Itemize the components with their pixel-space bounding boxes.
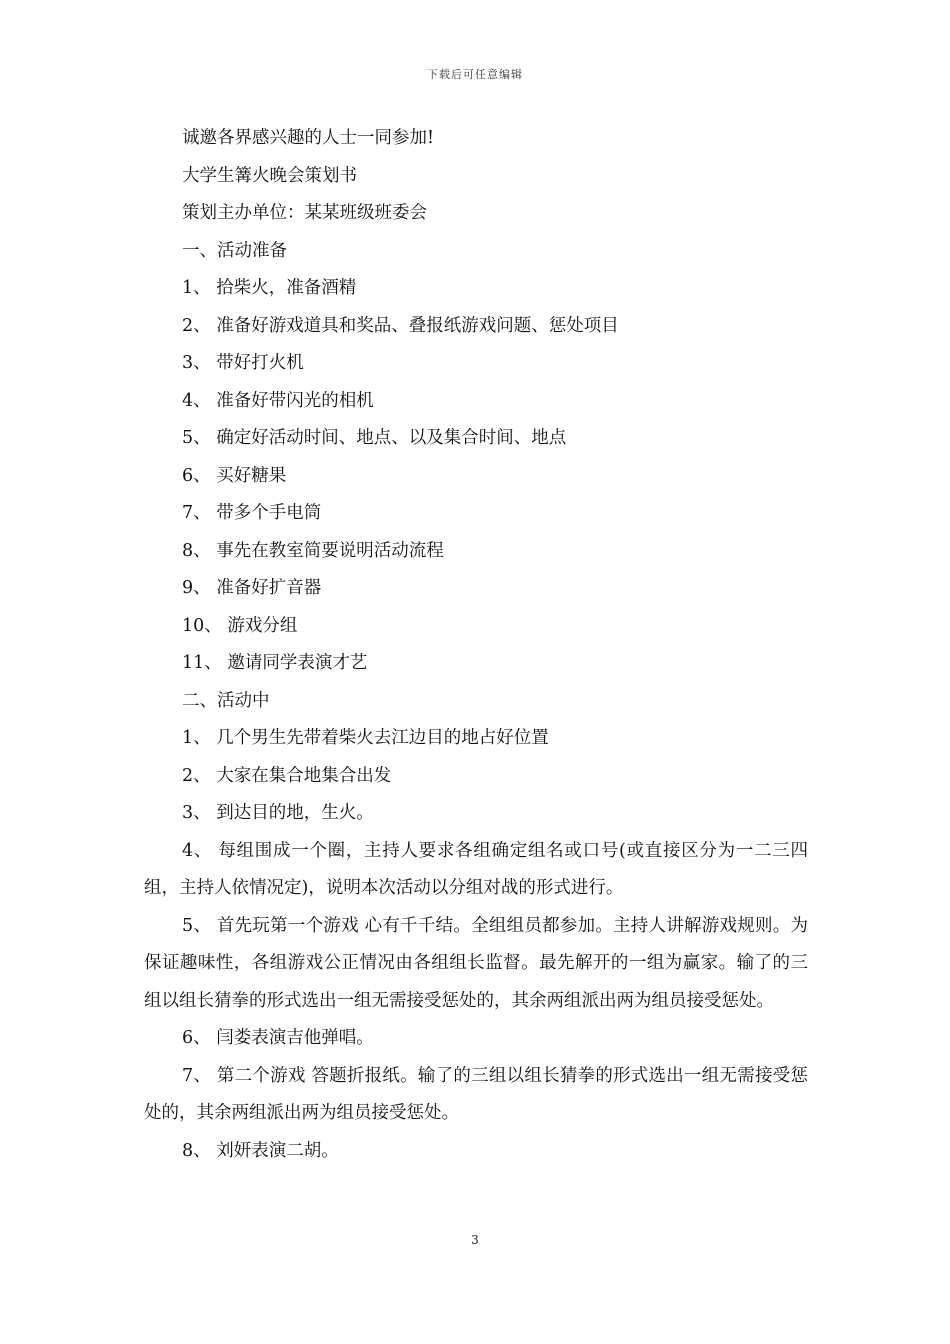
list-item: 1、 几个男生先带着柴火去江边目的地占好位置 bbox=[182, 728, 549, 748]
page-header: 下载后可任意编辑 bbox=[427, 68, 523, 81]
list-item: 8、 事先在教室简要说明活动流程 bbox=[182, 540, 444, 561]
list-item: 6、 买好糖果 bbox=[182, 465, 287, 486]
document-body bbox=[144, 120, 808, 1170]
list-item: 4、 准备好带闪光的相机 bbox=[182, 390, 374, 411]
list-item: 5、 确定好活动时间、地点、以及集合时间、地点 bbox=[182, 428, 567, 448]
paragraph-title: 大学生篝火晚会策划书 bbox=[182, 165, 357, 186]
list-item: 2、 大家在集合地集合出发 bbox=[182, 765, 392, 786]
list-item: 7、 第二个游戏 答题折报纸。输了的三组以组长猜拳的形式选出一组无需接受惩处的，其余两组派出两为组员接受惩处。 bbox=[144, 1065, 808, 1123]
paragraph-organizer: 策划主办单位：某某班级班委会 bbox=[182, 203, 427, 223]
list-item: 10、 游戏分组 bbox=[182, 615, 298, 636]
section-heading-preparation: 一、活动准备 bbox=[182, 240, 287, 261]
list-item: 8、 刘妍表演二胡。 bbox=[182, 1140, 339, 1161]
list-item: 7、 带多个手电筒 bbox=[182, 503, 322, 523]
section-heading-during-activity: 二、活动中 bbox=[182, 690, 270, 711]
list-item: 9、 准备好扩音器 bbox=[182, 578, 322, 598]
page-number: 3 bbox=[471, 1233, 479, 1247]
list-item: 6、 闫娄表演吉他弹唱。 bbox=[182, 1028, 374, 1048]
list-item: 4、 每组围成一个圈，主持人要求各组确定组名或口号(或直接区分为一二三四组，主持人依情况定)，说明本次活动以分组对战的形式进行。 bbox=[144, 840, 808, 898]
list-item: 5、 首先玩第一个游戏 心有千千结。全组组员都参加。主持人讲解游戏规则。为保证趣味性，各组游戏公正情况由各组组长监督。最先解开的一组为赢家。输了的三组以组长猜拳的形式选出一组无需接受惩处的，其余两组派出两为组员接受惩处。 bbox=[144, 915, 808, 1011]
list-item: 1、 拾柴火，准备酒精 bbox=[182, 278, 357, 298]
list-item: 11、 邀请同学表演才艺 bbox=[182, 653, 368, 673]
list-item: 2、 准备好游戏道具和奖品、叠报纸游戏问题、惩处项目 bbox=[182, 315, 619, 336]
paragraph-invitation: 诚邀各界感兴趣的人士一同参加! bbox=[182, 128, 435, 148]
list-item: 3、 带好打火机 bbox=[182, 353, 304, 373]
list-item: 3、 到达目的地，生火。 bbox=[182, 803, 374, 823]
